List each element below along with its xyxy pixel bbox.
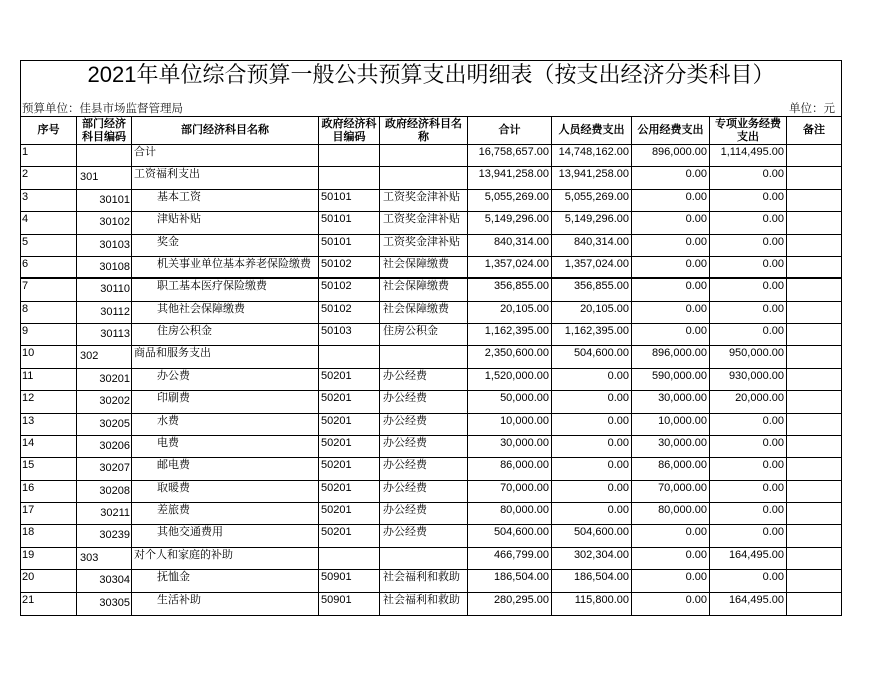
total-cell: 5,149,296.00 [468, 212, 552, 235]
currency-unit-label: 单位：元 [789, 103, 835, 115]
header-special: 专项业务经费支出 [710, 117, 787, 145]
total-cell: 50,000.00 [468, 391, 552, 414]
dept-name-cell: 住房公积金 [132, 324, 319, 346]
total-cell: 356,855.00 [468, 279, 552, 302]
table-row [21, 593, 841, 615]
table-row [21, 257, 841, 279]
remark-cell [787, 346, 841, 369]
gov-name-cell [380, 346, 468, 369]
personnel-cell: 302,304.00 [552, 548, 632, 570]
personnel-cell: 5,149,296.00 [552, 212, 632, 235]
dept-name-cell: 津贴补贴 [132, 212, 319, 235]
dept-name-cell: 基本工资 [132, 190, 319, 212]
seq-cell: 10 [21, 346, 77, 369]
gov-code-cell: 50102 [319, 257, 380, 279]
table-row [21, 235, 841, 257]
dept-code-cell: 30108 [77, 257, 132, 279]
remark-cell [787, 391, 841, 414]
remark-cell [787, 369, 841, 391]
dept-code-cell: 30201 [77, 369, 132, 391]
gov-code-cell: 50102 [319, 279, 380, 302]
personnel-cell: 115,800.00 [552, 593, 632, 615]
header-total: 合计 [468, 117, 552, 145]
table-row [21, 481, 841, 503]
public-cell: 86,000.00 [632, 458, 710, 481]
public-cell: 70,000.00 [632, 481, 710, 503]
table-row [21, 525, 841, 548]
header-seq: 序号 [21, 117, 77, 145]
personnel-cell: 13,941,258.00 [552, 167, 632, 190]
special-cell: 0.00 [710, 212, 787, 235]
gov-name-cell: 办公经费 [380, 369, 468, 391]
table-row [21, 145, 841, 167]
table-row [21, 436, 841, 458]
special-cell: 0.00 [710, 525, 787, 548]
dept-code-cell: 30207 [77, 458, 132, 481]
public-cell: 30,000.00 [632, 391, 710, 414]
personnel-cell: 0.00 [552, 503, 632, 525]
remark-cell [787, 548, 841, 570]
public-cell: 0.00 [632, 548, 710, 570]
gov-code-cell: 50201 [319, 458, 380, 481]
gov-name-cell: 社会保障缴费 [380, 302, 468, 324]
dept-name-cell: 合计 [132, 145, 319, 167]
personnel-cell: 186,504.00 [552, 570, 632, 593]
remark-cell [787, 525, 841, 548]
dept-name-cell: 其他交通费用 [132, 525, 319, 548]
total-cell: 1,162,395.00 [468, 324, 552, 346]
public-cell: 0.00 [632, 593, 710, 615]
header-public: 公用经费支出 [632, 117, 710, 145]
total-cell: 10,000.00 [468, 414, 552, 436]
total-cell: 2,350,600.00 [468, 346, 552, 369]
special-cell: 0.00 [710, 235, 787, 257]
gov-name-cell: 住房公积金 [380, 324, 468, 346]
remark-cell [787, 414, 841, 436]
dept-code-cell: 30112 [77, 302, 132, 324]
table-row [21, 391, 841, 414]
remark-cell [787, 302, 841, 324]
special-cell: 0.00 [710, 257, 787, 279]
public-cell: 0.00 [632, 302, 710, 324]
gov-code-cell: 50101 [319, 190, 380, 212]
dept-code-cell: 30211 [77, 503, 132, 525]
special-cell: 20,000.00 [710, 391, 787, 414]
special-cell: 930,000.00 [710, 369, 787, 391]
dept-name-cell: 其他社会保障缴费 [132, 302, 319, 324]
public-cell: 0.00 [632, 570, 710, 593]
gov-name-cell: 社会保障缴费 [380, 257, 468, 279]
dept-name-cell: 邮电费 [132, 458, 319, 481]
seq-cell: 7 [21, 279, 77, 302]
total-cell: 5,055,269.00 [468, 190, 552, 212]
table-row [21, 369, 841, 391]
personnel-cell: 1,162,395.00 [552, 324, 632, 346]
seq-cell: 11 [21, 369, 77, 391]
dept-name-cell: 差旅费 [132, 503, 319, 525]
gov-code-cell: 50102 [319, 302, 380, 324]
dept-code-cell: 30101 [77, 190, 132, 212]
gov-name-cell: 办公经费 [380, 481, 468, 503]
remark-cell [787, 593, 841, 615]
gov-code-cell [319, 145, 380, 167]
public-cell: 0.00 [632, 525, 710, 548]
seq-cell: 4 [21, 212, 77, 235]
dept-name-cell: 职工基本医疗保险缴费 [132, 279, 319, 302]
personnel-cell: 504,600.00 [552, 525, 632, 548]
header-remark: 备注 [787, 117, 841, 145]
public-cell: 0.00 [632, 279, 710, 302]
dept-code-cell: 30113 [77, 324, 132, 346]
gov-code-cell: 50201 [319, 436, 380, 458]
seq-cell: 1 [21, 145, 77, 167]
special-cell: 164,495.00 [710, 548, 787, 570]
seq-cell: 6 [21, 257, 77, 279]
special-cell: 0.00 [710, 481, 787, 503]
dept-code-cell: 302 [77, 346, 132, 369]
public-cell: 590,000.00 [632, 369, 710, 391]
total-cell: 466,799.00 [468, 548, 552, 570]
public-cell: 0.00 [632, 212, 710, 235]
seq-cell: 18 [21, 525, 77, 548]
personnel-cell: 20,105.00 [552, 302, 632, 324]
special-cell: 0.00 [710, 324, 787, 346]
table-row [21, 279, 841, 302]
special-cell: 0.00 [710, 167, 787, 190]
gov-name-cell: 社会保障缴费 [380, 279, 468, 302]
dept-code-cell: 30305 [77, 593, 132, 615]
seq-cell: 3 [21, 190, 77, 212]
gov-name-cell: 办公经费 [380, 525, 468, 548]
total-cell: 16,758,657.00 [468, 145, 552, 167]
dept-code-cell: 30239 [77, 525, 132, 548]
public-cell: 10,000.00 [632, 414, 710, 436]
table-row [21, 167, 841, 190]
table-row [21, 570, 841, 593]
header-dept-code: 部门经济科目编码 [77, 117, 132, 145]
dept-code-cell: 30110 [77, 279, 132, 302]
dept-code-cell: 30208 [77, 481, 132, 503]
dept-name-cell: 工资福利支出 [132, 167, 319, 190]
gov-name-cell [380, 145, 468, 167]
gov-name-cell: 办公经费 [380, 391, 468, 414]
gov-name-cell: 办公经费 [380, 458, 468, 481]
dept-name-cell: 印刷费 [132, 391, 319, 414]
gov-code-cell: 50101 [319, 235, 380, 257]
special-cell: 0.00 [710, 436, 787, 458]
gov-name-cell: 工资奖金津补贴 [380, 212, 468, 235]
remark-cell [787, 503, 841, 525]
dept-name-cell: 取暖费 [132, 481, 319, 503]
remark-cell [787, 570, 841, 593]
personnel-cell: 5,055,269.00 [552, 190, 632, 212]
remark-cell [787, 481, 841, 503]
personnel-cell: 0.00 [552, 481, 632, 503]
seq-cell: 20 [21, 570, 77, 593]
public-cell: 896,000.00 [632, 145, 710, 167]
total-cell: 1,520,000.00 [468, 369, 552, 391]
table-row [21, 458, 841, 481]
header-gov-name: 政府经济科目名称 [380, 117, 468, 145]
special-cell: 0.00 [710, 190, 787, 212]
total-cell: 504,600.00 [468, 525, 552, 548]
personnel-cell: 840,314.00 [552, 235, 632, 257]
remark-cell [787, 458, 841, 481]
personnel-cell: 0.00 [552, 369, 632, 391]
special-cell: 0.00 [710, 279, 787, 302]
remark-cell [787, 212, 841, 235]
public-cell: 0.00 [632, 235, 710, 257]
public-cell: 0.00 [632, 167, 710, 190]
special-cell: 0.00 [710, 302, 787, 324]
dept-name-cell: 商品和服务支出 [132, 346, 319, 369]
seq-cell: 17 [21, 503, 77, 525]
dept-code-cell: 30304 [77, 570, 132, 593]
gov-code-cell: 50901 [319, 570, 380, 593]
seq-cell: 16 [21, 481, 77, 503]
dept-name-cell: 对个人和家庭的补助 [132, 548, 319, 570]
seq-cell: 21 [21, 593, 77, 615]
header-personnel: 人员经费支出 [552, 117, 632, 145]
remark-cell [787, 436, 841, 458]
public-cell: 0.00 [632, 324, 710, 346]
special-cell: 0.00 [710, 503, 787, 525]
gov-code-cell: 50901 [319, 593, 380, 615]
page-title: 2021年单位综合预算一般公共预算支出明细表（按支出经济分类科目） [87, 62, 775, 87]
gov-code-cell: 50201 [319, 481, 380, 503]
gov-code-cell: 50201 [319, 525, 380, 548]
seq-cell: 14 [21, 436, 77, 458]
dept-name-cell: 抚恤金 [132, 570, 319, 593]
personnel-cell: 14,748,162.00 [552, 145, 632, 167]
gov-code-cell [319, 548, 380, 570]
table-row [21, 548, 841, 570]
public-cell: 896,000.00 [632, 346, 710, 369]
personnel-cell: 0.00 [552, 436, 632, 458]
gov-code-cell: 50201 [319, 414, 380, 436]
header-gov-code: 政府经济科目编码 [319, 117, 380, 145]
public-cell: 0.00 [632, 257, 710, 279]
gov-code-cell [319, 167, 380, 190]
gov-name-cell: 社会福利和救助 [380, 593, 468, 615]
personnel-cell: 504,600.00 [552, 346, 632, 369]
dept-code-cell: 30103 [77, 235, 132, 257]
dept-name-cell: 生活补助 [132, 593, 319, 615]
total-cell: 20,105.00 [468, 302, 552, 324]
special-cell: 0.00 [710, 570, 787, 593]
remark-cell [787, 190, 841, 212]
special-cell: 0.00 [710, 414, 787, 436]
dept-name-cell: 机关事业单位基本养老保险缴费 [132, 257, 319, 279]
seq-cell: 8 [21, 302, 77, 324]
total-cell: 80,000.00 [468, 503, 552, 525]
table-row [21, 503, 841, 525]
seq-cell: 2 [21, 167, 77, 190]
dept-code-cell: 30102 [77, 212, 132, 235]
remark-cell [787, 324, 841, 346]
table-row [21, 212, 841, 235]
gov-name-cell: 工资奖金津补贴 [380, 235, 468, 257]
seq-cell: 5 [21, 235, 77, 257]
dept-code-cell [77, 145, 132, 167]
total-cell: 70,000.00 [468, 481, 552, 503]
remark-cell [787, 167, 841, 190]
seq-cell: 12 [21, 391, 77, 414]
personnel-cell: 356,855.00 [552, 279, 632, 302]
public-cell: 30,000.00 [632, 436, 710, 458]
gov-code-cell: 50103 [319, 324, 380, 346]
gov-name-cell: 办公经费 [380, 414, 468, 436]
gov-name-cell: 办公经费 [380, 436, 468, 458]
special-cell: 164,495.00 [710, 593, 787, 615]
gov-name-cell: 工资奖金津补贴 [380, 190, 468, 212]
special-cell: 950,000.00 [710, 346, 787, 369]
remark-cell [787, 279, 841, 302]
gov-code-cell: 50101 [319, 212, 380, 235]
personnel-cell: 0.00 [552, 391, 632, 414]
dept-name-cell: 水费 [132, 414, 319, 436]
remark-cell [787, 235, 841, 257]
seq-cell: 9 [21, 324, 77, 346]
table-row [21, 414, 841, 436]
personnel-cell: 0.00 [552, 414, 632, 436]
table-row [21, 302, 841, 324]
personnel-cell: 0.00 [552, 458, 632, 481]
dept-code-cell: 301 [77, 167, 132, 190]
budget-unit-label: 预算单位：佳县市场监督管理局 [22, 103, 183, 115]
dept-code-cell: 30202 [77, 391, 132, 414]
remark-cell [787, 257, 841, 279]
gov-name-cell [380, 548, 468, 570]
gov-code-cell: 50201 [319, 391, 380, 414]
total-cell: 280,295.00 [468, 593, 552, 615]
header-dept-name: 部门经济科目名称 [132, 117, 319, 145]
dept-name-cell: 办公费 [132, 369, 319, 391]
total-cell: 186,504.00 [468, 570, 552, 593]
table-row [21, 190, 841, 212]
public-cell: 0.00 [632, 190, 710, 212]
personnel-cell: 1,357,024.00 [552, 257, 632, 279]
total-cell: 1,357,024.00 [468, 257, 552, 279]
seq-cell: 15 [21, 458, 77, 481]
total-cell: 13,941,258.00 [468, 167, 552, 190]
dept-name-cell: 奖金 [132, 235, 319, 257]
dept-code-cell: 30206 [77, 436, 132, 458]
table-row [21, 324, 841, 346]
total-cell: 86,000.00 [468, 458, 552, 481]
dept-code-cell: 303 [77, 548, 132, 570]
dept-code-cell: 30205 [77, 414, 132, 436]
remark-cell [787, 145, 841, 167]
budget-table-sheet [20, 60, 842, 616]
special-cell: 0.00 [710, 458, 787, 481]
gov-code-cell: 50201 [319, 503, 380, 525]
total-cell: 840,314.00 [468, 235, 552, 257]
gov-name-cell [380, 167, 468, 190]
dept-name-cell: 电费 [132, 436, 319, 458]
seq-cell: 13 [21, 414, 77, 436]
total-cell: 30,000.00 [468, 436, 552, 458]
gov-name-cell: 社会福利和救助 [380, 570, 468, 593]
gov-code-cell [319, 346, 380, 369]
seq-cell: 19 [21, 548, 77, 570]
public-cell: 80,000.00 [632, 503, 710, 525]
gov-name-cell: 办公经费 [380, 503, 468, 525]
table-row [21, 346, 841, 369]
gov-code-cell: 50201 [319, 369, 380, 391]
table-header-row [21, 116, 841, 145]
special-cell: 1,114,495.00 [710, 145, 787, 167]
